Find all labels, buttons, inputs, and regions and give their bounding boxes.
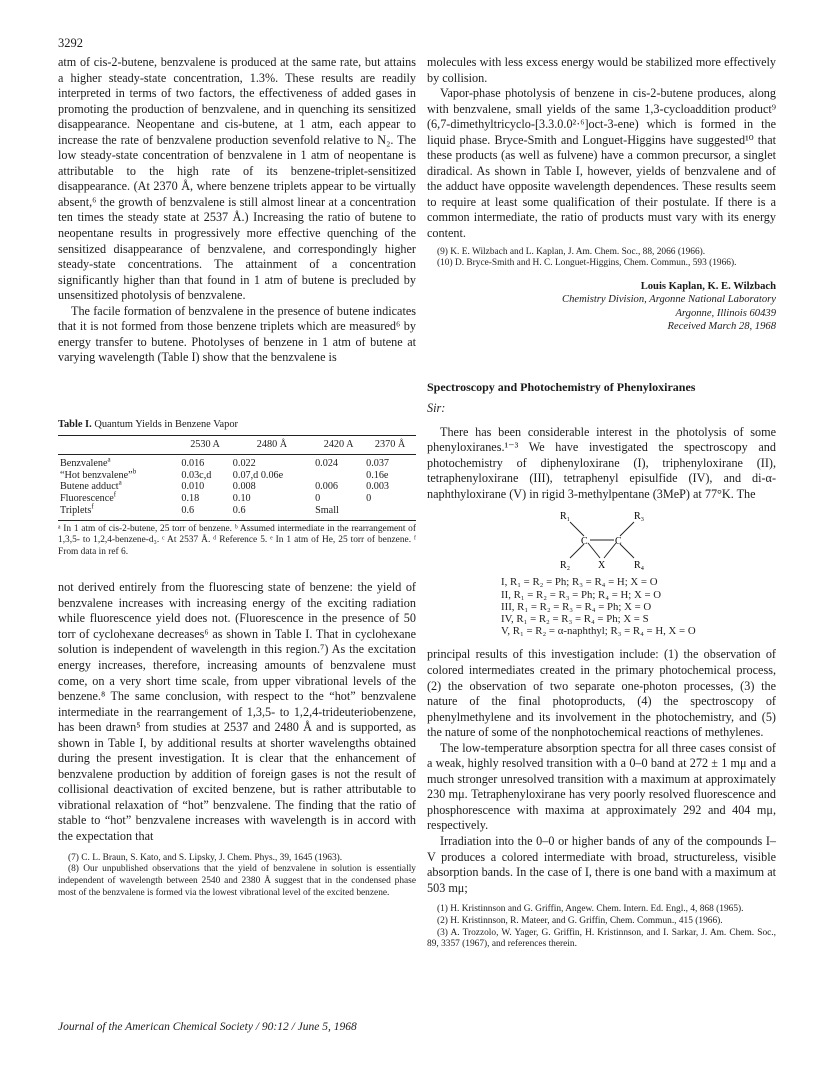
footnote: (8) Our unpublished observations that the yield of benzvalene in solution is essentially independent of wavelength between 2540 and 2380 Å suggest that in the condensed phase most of the benzvalene is formed via the lowest vibrational level of the excited benzene.	[58, 864, 416, 898]
footnotes	[427, 904, 776, 951]
authors: Louis Kaplan, K. E. Wilzbach	[640, 280, 776, 292]
table-header	[58, 435, 179, 454]
signature-block	[427, 280, 776, 334]
table-header-row	[58, 435, 416, 454]
footnote: (7) C. L. Braun, S. Kato, and S. Lipsky, J. Chem. Phys., 39, 1645 (1963).	[68, 852, 343, 863]
table-cell: 0.024	[315, 457, 338, 469]
table-cell: 0.6	[179, 505, 230, 520]
table-cell	[313, 470, 364, 482]
struct-label-r4: R₄	[633, 560, 644, 572]
table-title	[58, 418, 416, 431]
table-cell: 0.16e	[366, 469, 389, 481]
table-header: 2420 A	[313, 435, 364, 454]
row-label: “Hot benzvalene”$^b$	[60, 467, 137, 481]
row-label: Benzvalene$^a$	[60, 455, 111, 469]
compound-item: IV, R₁ = R₂ = R₃ = R₄ = Ph; X = S	[501, 613, 649, 626]
row-label: Fluorescence$^f$	[60, 490, 117, 505]
table-cell: 0	[366, 493, 372, 505]
page-number: 3292	[58, 36, 83, 50]
footnote: (1) H. Kristinnson and G. Griffin, Angew. Chem. Intern. Ed. Engl., 4, 868 (1965).	[437, 904, 744, 915]
table-cell: 0.07,d 0.06e	[232, 469, 284, 481]
paragraph: Irradiation into the 0–0 or higher bands of any of the compounds I–V produces a colored intermediate with broad, structureless, visible absorption bands. In the case of I, there is one band with a maximum at 503 mμ;	[427, 834, 776, 895]
article-title: Spectroscopy and Photochemistry of Phenyloxiranes	[427, 379, 696, 394]
paragraph: molecules with less excess energy would be stabilized more effectively by collision.	[427, 55, 776, 85]
table-title-text: Quantum Yields in Benzene Vapor	[94, 418, 239, 430]
table-cell: 0.18	[181, 493, 200, 505]
table-cell: 0.022	[232, 457, 256, 469]
row-label: Triplets$^f$	[58, 505, 179, 520]
table-row	[58, 454, 416, 469]
struct-label-r3: R₃	[633, 511, 644, 523]
table-cell: 0.10	[232, 493, 251, 505]
salutation: Sir:	[427, 401, 446, 416]
table-cell: 0.03c,d	[181, 469, 212, 481]
paragraph: atm of cis-2-butene, benzvalene is produced at the same rate, but attains a higher steady-state concentration, 1.3%. These results are readily interpreted in terms of two factors, the effectiveness of added gases in promoting the production of benzvalene, and in quenching its sensitized disappearance. Neopentane and cis-butene, at 1 atm, each appear to increase the rate of benzvalene production sevenfold relative to N₂. The low steady-state concentration of benzvalene in 1 atm of neopentane is attributable to the high rate of its benzene-triplet-sensitized disappearance. (At 2370 Å, where benzene triplets appear to be virtually absent,⁶ the growth of benzvalene is still almost linear at a concentration ten times the steady state at 2537 Å.) Increasing the ratio of butene to neopentane results in progressively more effective quenching of the sensitized disappearance of benzvalene, and correspondingly higher steady-state concentrations. The attainment of a concentration significantly higher than that found in 1 atm of butene is precluded by unsensitized photolysis of benzvalene.	[58, 55, 416, 303]
table-cell: 0.6	[231, 505, 313, 520]
struct-label-r1: R₁	[559, 511, 570, 523]
table-header: 2370 Å	[364, 435, 416, 454]
compound-list	[427, 576, 776, 637]
table-row	[58, 505, 416, 520]
quantum-yield-table	[58, 435, 416, 521]
struct-label-x: X	[597, 560, 605, 572]
compound-item: III, R₁ = R₂ = R₃ = R₄ = Ph; X = O	[501, 600, 652, 613]
received-date: Received March 28, 1968	[667, 321, 776, 333]
footnote: (2) H. Kristinnson, R. Mateer, and G. Griffin, Chem. Commun., 415 (1966).	[437, 915, 723, 926]
table-header: 2480 Å	[231, 435, 313, 454]
table-cell: 0.016	[181, 457, 205, 469]
paragraph: The facile formation of benzvalene in the presence of butene indicates that it is not formed from those benzene triplets which are measured⁶ by energy transfer to butene. Photolyses of benzene in 1 atm of butene at varying wavelength (Table I) show that the benzvalene is	[58, 303, 416, 365]
table-cell: 0.037	[366, 457, 390, 469]
struct-label-c: C	[614, 536, 622, 548]
compound-item: I, R₁ = R₂ = Ph; R₃ = R₄ = H; X = O	[501, 576, 658, 589]
struct-label-c: C	[580, 536, 588, 548]
journal-footer: Journal of the American Chemical Society / 90:12 / June 5, 1968	[58, 1021, 357, 1033]
compound-item: V, R₁ = R₂ = α-naphthyl; R₃ = R₄ = H, X = O	[501, 625, 696, 638]
table-row	[58, 481, 416, 493]
table-cell: Small	[313, 505, 364, 520]
table-title-label: Table I.	[58, 418, 92, 430]
paragraph: principal results of this investigation include: (1) the observation of colored intermediates created in the primary photochemical process, (2) the observation of two separate one-photon processes, (3) the nature of the final photoproducts, (4) the spectroscopy of phenylmethylene and its involvement in the photochemistry, and (5) the nature of some of the nonphotochemical reactions of methylenes.	[427, 647, 776, 740]
affiliation: Chemistry Division, Argonne National Laboratory	[562, 294, 776, 306]
table-header: 2530 A	[179, 435, 230, 454]
row-label: Butene adduct$^a$	[60, 478, 122, 493]
footnote: (3) A. Trozzolo, W. Yager, G. Griffin, H. Kristinnson, and I. Sarkar, J. Am. Chem. Soc., 89, 3357 (1967), and references therein.	[427, 927, 776, 950]
table-row	[58, 470, 416, 482]
table-row	[58, 493, 416, 505]
footnotes	[58, 853, 416, 900]
paragraph: There has been considerable interest in the photolysis of some phenyloxiranes.¹⁻³ We have investigated the spectroscopy and photochemistry of diphenyloxirane (I), triphenyloxirane (II), tetraphenyloxirane (III), tetraphenyl episulfide (IV), and di-α-naphthyloxirane (V) in rigid 3-methylpentane (3MeP) at 77°K. The	[427, 424, 776, 501]
table-notes: ᵃ In 1 atm of cis-2-butene, 25 torr of benzene. ᵇ Assumed intermediate in the rearrangement of 1,3,5- to 1,2,4-benzene-d₃. ᶜ At 2537 Å. ᵈ Reference 5. ᵉ In 1 atm of He, 25 torr of benzene. ᶠ From data in ref 6.	[58, 523, 416, 557]
table-cell: 0.003	[366, 481, 390, 493]
paragraph: The low-temperature absorption spectra for all three cases consist of a weak, highly resolved transition with a 0–0 band at 272 ± 1 mμ and a much stronger unresolved transition with a maximum at approximately 230 mμ. Tetraphenyloxirane has very poorly resolved fluorescence and phosphorescence with maxima at approximately 292 and 404 mμ, respectively.	[427, 740, 776, 833]
footnote: (9) K. E. Wilzbach and L. Kaplan, J. Am. Chem. Soc., 88, 2066 (1966).	[437, 246, 706, 257]
left-column	[58, 55, 416, 899]
table-cell: 0	[315, 493, 321, 505]
table-cell: 0.010	[181, 481, 205, 493]
affiliation: Argonne, Illinois 60439	[675, 307, 776, 319]
footnotes	[427, 247, 776, 270]
table-cell	[364, 505, 416, 520]
right-column	[427, 55, 776, 951]
struct-label-r2: R₂	[559, 560, 570, 572]
paragraph: Vapor-phase photolysis of benzene in cis-2-butene produces, along with benzvalene, small yields of the same 1,3-cycloaddition product⁹ (6,7-dimethyltricyclo-[3.3.0.0²·⁶]oct-3-ene) which is formed in the liquid phase. Bryce-Smith and Longuet-Higgins have suggested¹⁰ that these products (as well as fulvene) have a common precursor, a singlet diradical. As shown in Table I, however, yields of benzvalene and of the adduct have opposite wavelength dependences. These results seem to require at least some qualification of their postulate. If there is a common intermediate, the ratio of products must vary with its energy content.	[427, 86, 776, 241]
footnote: (10) D. Bryce-Smith and H. C. Longuet-Higgins, Chem. Commun., 593 (1966).	[437, 258, 737, 269]
paragraph: not derived entirely from the fluorescing state of benzene: the yield of benzvalene increases with increasing energy of the exciting radiation while fluorescence yield does not. (Fluorescence in the presence of 50 torr of cyclohexane decreases⁶ as shown in Table I. That in cyclohexane solution is independent of wavelength in this region.⁷) As the excitation energy increases, therefore, increasing amounts of benzvalene must come, on a very short time scale, from upper vibrational levels of the benzene.⁸ The same conclusion, with respect to the “hot” benzvalene intermediate in the rearrangement of 1,3,5- to 1,2,4-trideuteriobenzene, has been drawn⁵ from studies at 2537 and 2480 Å and is supported, as shown in Table I, by additional results at shorter wavelengths obtained during the present investigation. It is clear that the enhancement of benzvalene production by addition of foreign gases is not the result of collisional deactivation of excited benzene, but is rather attributable to vibrational relaxation of “hot” benzvalene. The finding that the ratio of stable to “hot” benzvalene increases with wavelength is in accord with the expectation that	[58, 580, 416, 843]
compound-item: II, R₁ = R₂ = R₃ = Ph; R₄ = H; X = O	[501, 588, 662, 601]
table-cell: 0.008	[232, 481, 256, 493]
table-cell: 0.006	[315, 481, 338, 493]
oxirane-structure-diagram	[512, 508, 692, 572]
